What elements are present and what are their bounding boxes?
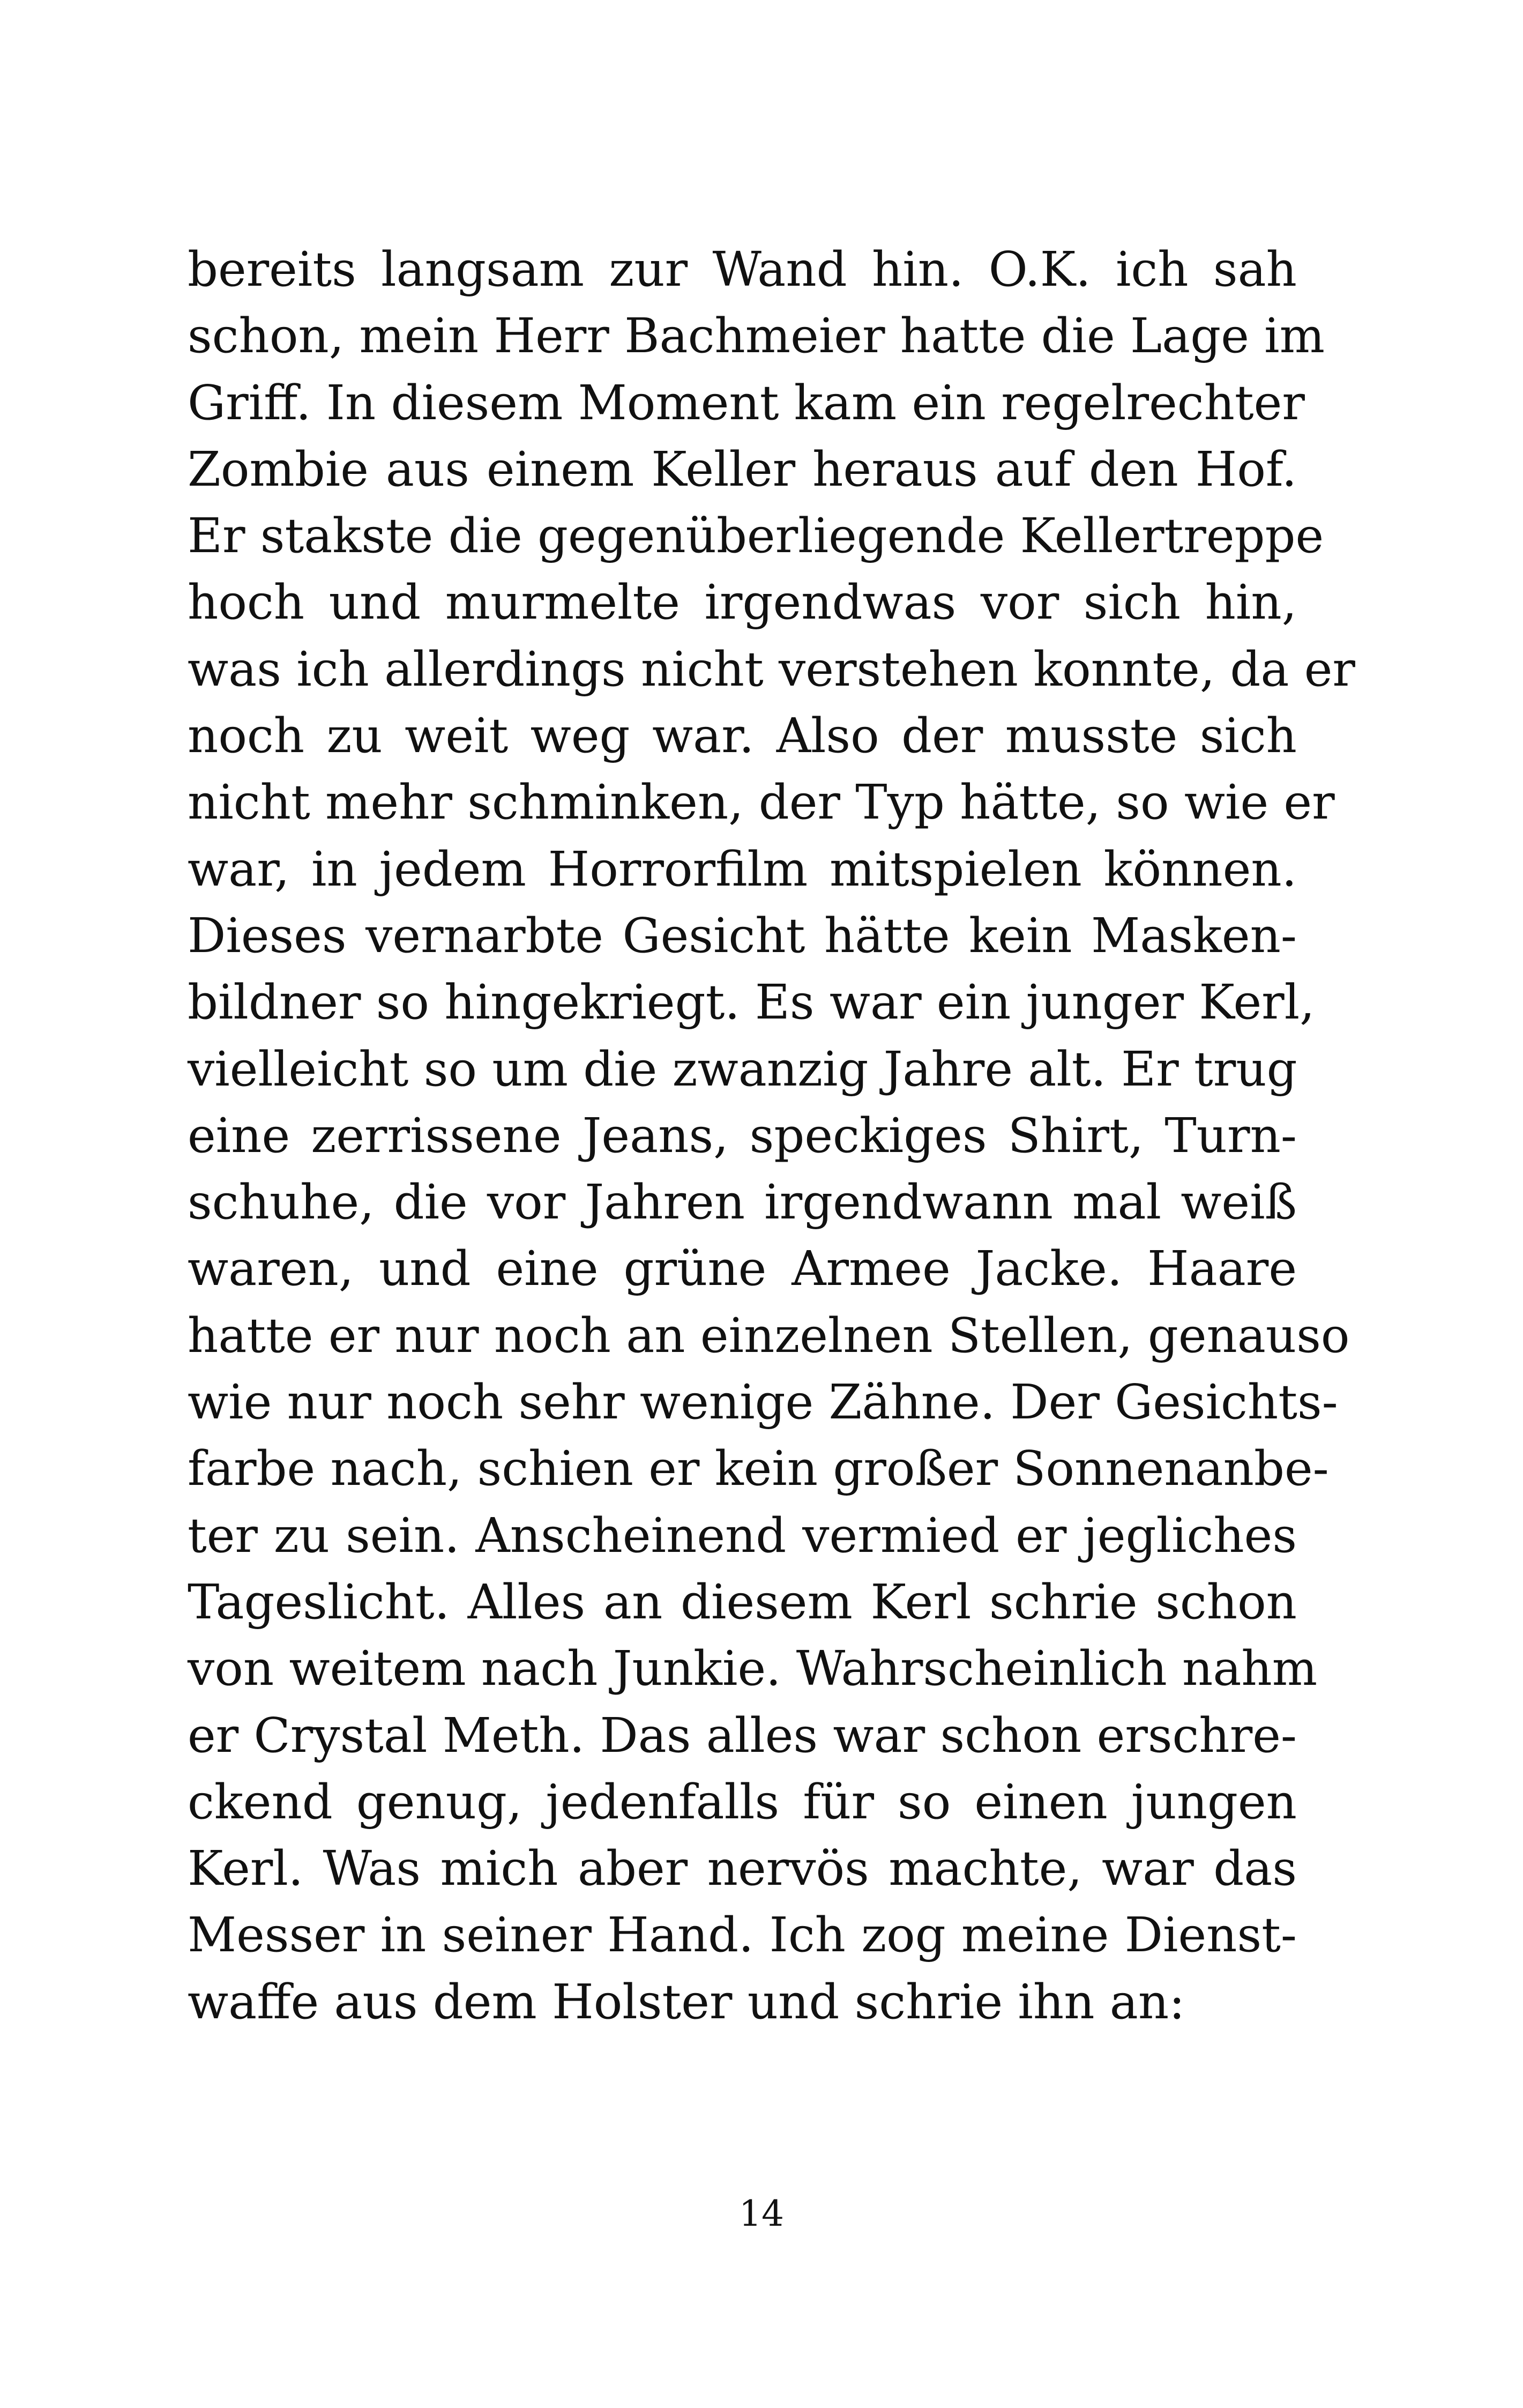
text-line: war, in jedem Horrorfilm mitspielen können. [188,841,1297,897]
text-line: farbe nach, schien er kein großer Sonnenanbe- [188,1440,1329,1497]
text-line: Er stakste die gegenüberliegende Kellertreppe [188,508,1324,564]
text-line: vielleicht so um die zwanzig Jahre alt. Er trug [188,1041,1297,1097]
text-line: Zombie aus einem Keller heraus auf den Hof. [188,441,1297,497]
text-line: er Crystal Meth. Das alles war schon erschre- [188,1707,1297,1763]
body-paragraph [188,236,1355,2035]
text-line: nicht mehr schminken, der Typ hätte, so wie er [188,774,1335,830]
text-line: Dieses vernarbte Gesicht hätte kein Masken- [188,907,1297,963]
text-line: Kerl. Was mich aber nervös machte, war das [188,1840,1297,1897]
text-line: schon, mein Herr Bachmeier hatte die Lage im [188,308,1325,364]
text-line: hoch und murmelte irgendwas vor sich hin, [188,574,1297,630]
text-line: ter zu sein. Anscheinend vermied er jegliches [188,1507,1297,1563]
text-line: schuhe, die vor Jahren irgendwann mal weiß [188,1174,1297,1230]
text-line: noch zu weit weg war. Also der musste sich [188,708,1297,764]
text-line: hatte er nur noch an einzelnen Stellen, genauso [188,1307,1350,1363]
text-line: bereits langsam zur Wand hin. O.K. ich sah [188,241,1297,297]
text-line: wie nur noch sehr wenige Zähne. Der Gesichts- [188,1374,1338,1430]
text-line: Griff. In diesem Moment kam ein regelrechter [188,374,1305,430]
page-number: 14 [739,2193,784,2234]
text-line: bildner so hingekriegt. Es war ein junger Kerl, [188,974,1315,1030]
text-line: Tageslicht. Alles an diesem Kerl schrie schon [188,1573,1297,1630]
text-line: waren, und eine grüne Armee Jacke. Haare [188,1240,1297,1297]
text-line: waffe aus dem Holster und schrie ihn an: [188,1973,1185,2030]
text-line: was ich allerdings nicht verstehen konnte, da er [188,641,1355,697]
text-line: ckend genug, jedenfalls für so einen jungen [188,1773,1297,1830]
text-line: eine zerrissene Jeans, speckiges Shirt, Turn- [188,1107,1297,1163]
text-line: Messer in seiner Hand. Ich zog meine Dienst- [188,1907,1297,1963]
text-line: von weitem nach Junkie. Wahrscheinlich nahm [188,1640,1318,1697]
